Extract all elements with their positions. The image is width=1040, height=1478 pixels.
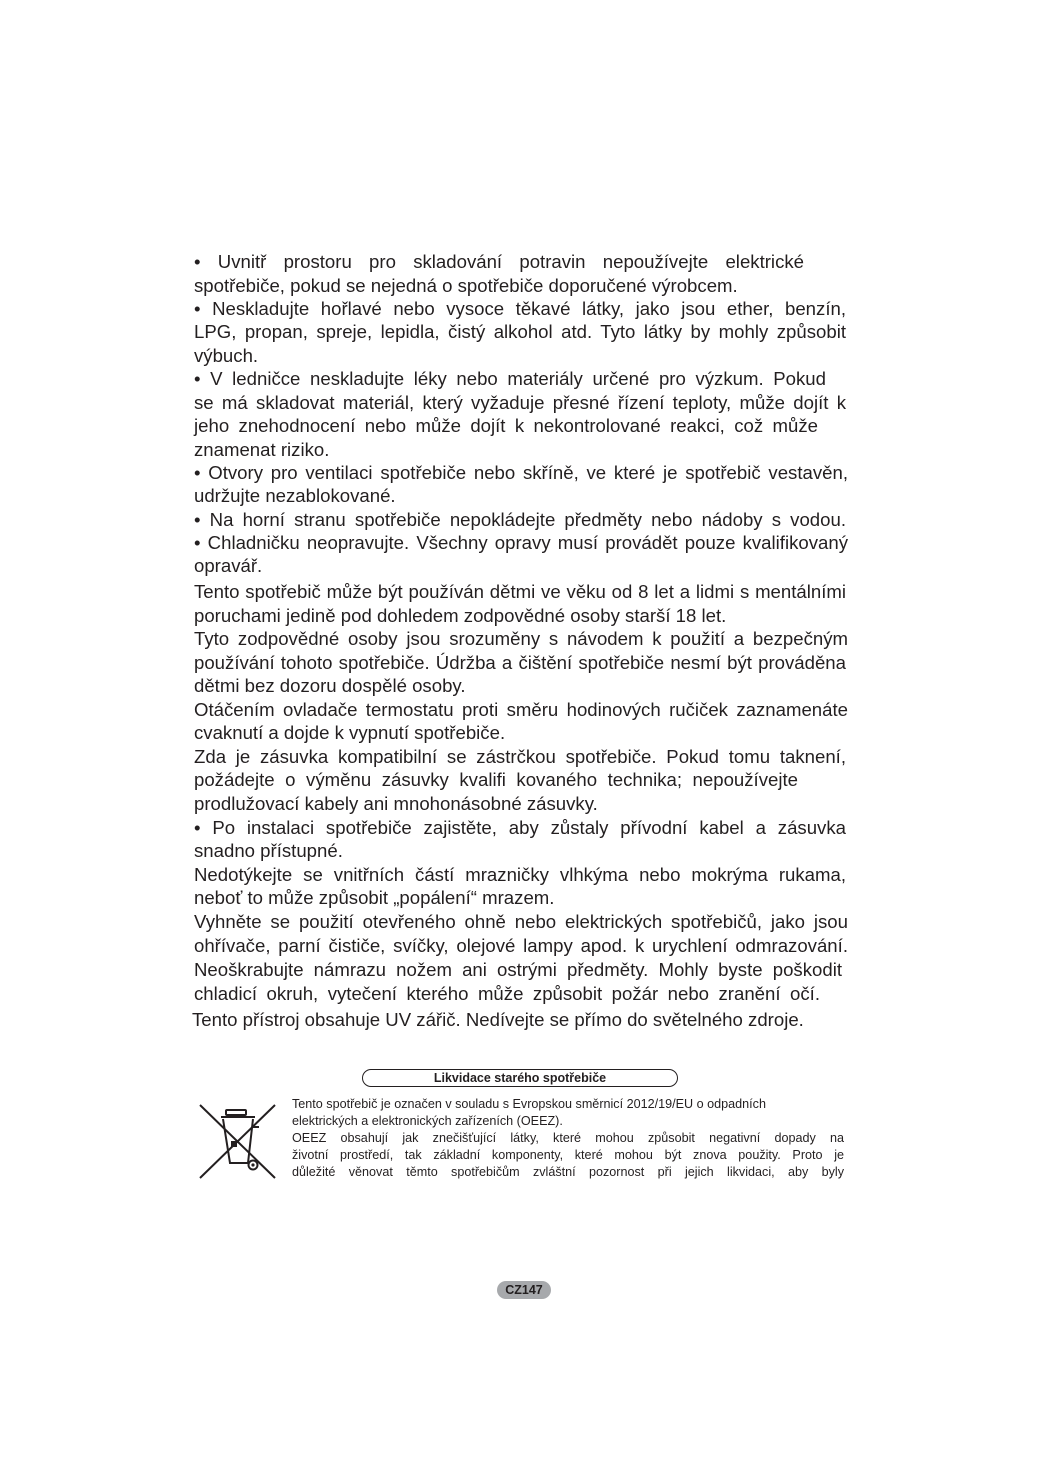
text-line: Tento spotřebič může být používán dětmi ve věku od 8 let a lidmi s mentálními <box>194 581 846 602</box>
text-line: opravář. <box>194 555 263 576</box>
text-line: jeho znehodnocení nebo může dojít k nekontrolované reakci, což může <box>194 415 818 436</box>
text-line: • Na horní stranu spotřebiče nepokládejte předměty nebo nádoby s vodou. <box>194 509 846 530</box>
disposal-line: důležité věnovat těmto spotřebičům zvláštní pozornost při jejich likvidaci, aby byly <box>292 1165 844 1179</box>
text-line: • Chladničku neopravujte. Všechny opravy musí provádět pouze kvalifikovaný <box>194 532 848 553</box>
text-line: znamenat riziko. <box>194 439 330 460</box>
text-line: snadno přístupné. <box>194 840 343 861</box>
disposal-text <box>292 1096 845 1186</box>
text-line: používání tohoto spotřebiče. Údržba a čištění spotřebiče nesmí být prováděna <box>194 652 846 673</box>
text-line: ohřívače, parní čističe, svíčky, olejové lampy apod. k urychlení odmrazování. <box>194 935 848 956</box>
text-line: se má skladovat materiál, který vyžaduje přesné řízení teploty, může dojít k <box>194 392 846 413</box>
text-line: poruchami jedině pod dohledem zodpovědné osoby starší 18 let. <box>194 605 727 626</box>
text-line: požádejte o výměnu zásuvky kvalifi kovaného technika; nepoužívejte <box>194 769 798 790</box>
disposal-line: OEEZ obsahují jak znečišťující látky, které mohou způsobit negativní dopady na <box>292 1131 844 1145</box>
crossed-out-wheelie-bin-icon <box>198 1103 278 1181</box>
text-line: Tento přístroj obsahuje UV zářič. Nedívejte se přímo do světelného zdroje. <box>192 1009 804 1030</box>
text-line: Neoškrabujte námrazu nožem ani ostrými předměty. Mohly byste poškodit <box>194 959 842 980</box>
text-line: spotřebiče, pokud se nejedná o spotřebiče doporučené výrobcem. <box>194 275 738 296</box>
disposal-line: životní prostředí, tak základní komponenty, které mohou být znova použity. Proto je <box>292 1148 844 1162</box>
text-line: • Po instalaci spotřebiče zajistěte, aby zůstaly přívodní kabel a zásuvka <box>194 817 846 838</box>
text-line: chladicí okruh, vytečení kterého může způsobit požár nebo zranění očí. <box>194 983 820 1004</box>
text-line: Otáčením ovladače termostatu proti směru hodinových ručiček zaznamenáte <box>194 699 848 720</box>
text-line: • Neskladujte hořlavé nebo vysoce těkavé látky, jako jsou ether, benzín, <box>194 298 846 319</box>
disposal-line: elektrických a elektronických zařízeních (OEEZ). <box>292 1114 563 1128</box>
disposal-line: Tento spotřebič je označen v souladu s Evropskou směrnicí 2012/19/EU o odpadních <box>292 1097 766 1111</box>
safety-instructions <box>194 250 850 1040</box>
text-line: Tyto zodpovědné osoby jsou srozuměny s návodem k použití a bezpečným <box>194 628 848 649</box>
disposal-section-title: Likvidace starého spotřebiče <box>362 1069 678 1087</box>
page-number-badge: CZ147 <box>497 1281 551 1299</box>
text-line: Zda je zásuvka kompatibilní se zástrčkou spotřebiče. Pokud tomu taknení, <box>194 746 846 767</box>
text-line: Nedotýkejte se vnitřních částí mrazničky vlhkýma nebo mokrýma rukama, <box>194 864 846 885</box>
text-line: • Otvory pro ventilaci spotřebiče nebo skříně, ve které je spotřebič vestavěn, <box>194 462 848 483</box>
text-line: udržujte nezablokované. <box>194 485 396 506</box>
text-line: LPG, propan, spreje, lepidla, čistý alkohol atd. Tyto látky by mohly způsobit <box>194 321 846 342</box>
text-line: Vyhněte se použití otevřeného ohně nebo elektrických spotřebičů, jako jsou <box>194 911 848 932</box>
text-line: neboť to může způsobit „popálení“ mrazem. <box>194 887 555 908</box>
text-line: • Uvnitř prostoru pro skladování potravin nepoužívejte elektrické <box>194 251 804 272</box>
text-line: dětmi bez dozoru dospělé osoby. <box>194 675 466 696</box>
text-line: prodlužovací kabely ani mnohonásobné zásuvky. <box>194 793 598 814</box>
text-line: cvaknutí a dojde k vypnutí spotřebiče. <box>194 722 506 743</box>
text-line: • V ledničce neskladujte léky nebo materiály určené pro výzkum. Pokud <box>194 368 826 389</box>
text-line: výbuch. <box>194 345 259 366</box>
